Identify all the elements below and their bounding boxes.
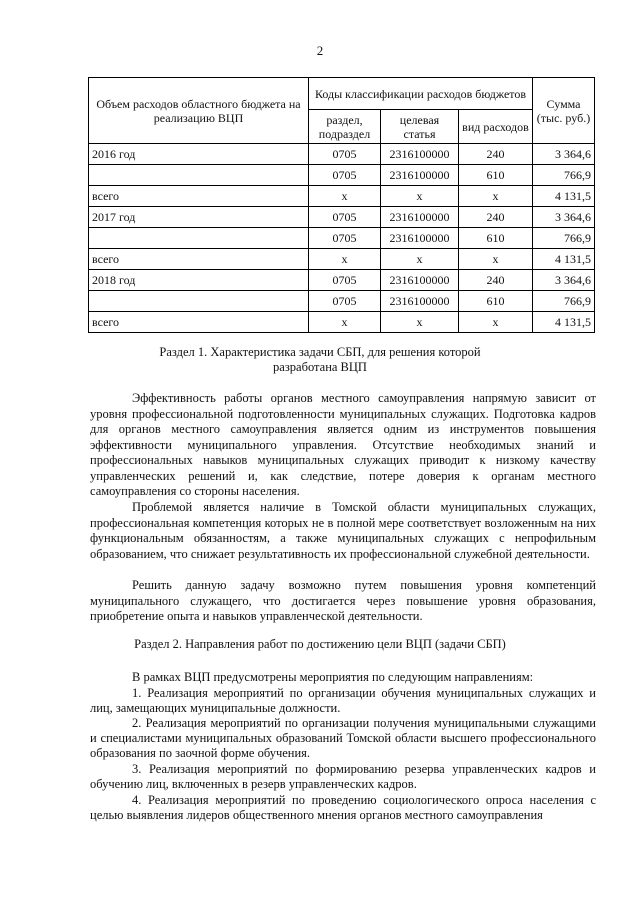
row-section: 0705 (309, 144, 381, 165)
table-row (89, 207, 595, 228)
header-sum: Сумма (тыс. руб.) (533, 78, 595, 144)
row-target: 2316100000 (381, 270, 459, 291)
table-row (89, 228, 595, 249)
row-sum: 3 364,6 (533, 144, 595, 165)
row-target: 2316100000 (381, 291, 459, 312)
row-target: х (381, 249, 459, 270)
section2-item-4: 4. Реализация мероприятий по проведению социологического опроса населения с целью выявления лидеров общественного мнения органов местного самоуправления (90, 793, 596, 822)
table-row (89, 186, 595, 207)
row-sum: 3 364,6 (533, 270, 595, 291)
row-target: х (381, 186, 459, 207)
section2-intro: В рамках ВЦП предусмотрены мероприятия по следующим направлениям: (132, 670, 534, 684)
table-row (89, 270, 595, 291)
section2-item-2: 2. Реализация мероприятий по организации получения муниципальными служащими и специалистами муниципальных образований Томской области высшего профессионального образования по заочной форме обучения. (90, 716, 596, 760)
row-sum: 766,9 (533, 165, 595, 186)
row-label: 2016 год (89, 144, 309, 165)
row-sum: 4 131,5 (533, 249, 595, 270)
table-row (89, 249, 595, 270)
row-kind: х (459, 186, 533, 207)
row-sum: 4 131,5 (533, 312, 595, 333)
row-section: х (309, 249, 381, 270)
row-kind: х (459, 249, 533, 270)
header-volume: Объем расходов областного бюджета на реализацию ВЦП (89, 78, 309, 144)
table-row (89, 291, 595, 312)
table-row (89, 165, 595, 186)
row-target: 2316100000 (381, 228, 459, 249)
row-section: х (309, 186, 381, 207)
row-kind: 240 (459, 270, 533, 291)
section1-paragraph-3: Решить данную задачу возможно путем повышения уровня компетенций муниципального служащего, что достигается через повышение уровня образования, приобретение опыта и навыков управленческой деятельности. (90, 578, 596, 623)
row-sum: 766,9 (533, 228, 595, 249)
header-codes: Коды классификации расходов бюджетов (309, 78, 533, 110)
row-label: всего (89, 249, 309, 270)
row-label: 2018 год (89, 270, 309, 291)
section2-item-3: 3. Реализация мероприятий по формированию резерва управленческих кадров и обучению лиц, включенных в резерв управленческих кадров. (90, 762, 596, 791)
row-label: всего (89, 312, 309, 333)
row-label (89, 291, 309, 312)
table-header-row (89, 78, 595, 110)
section1-title-line1: Раздел 1. Характеристика задачи СБП, для решения которой (159, 345, 481, 359)
section1-paragraph-1: Эффективность работы органов местного самоуправления напрямую зависит от уровня профессиональной подготовленности муниципальных служащих. Подготовка кадров для органов местного самоуправления является одним из инструментов повышения эффективности муниципального управления. Отсутствие необходимых знаний и профессиональных навыков муниципальных служащих приводит к низкому качеству управленческих решений и, как следствие, потере доверия к органам местного самоуправления со стороны населения. (90, 391, 596, 498)
row-kind: 240 (459, 207, 533, 228)
row-section: 0705 (309, 165, 381, 186)
row-sum: 766,9 (533, 291, 595, 312)
section2-item-1: 1. Реализация мероприятий по организации обучения муниципальных служащих и лиц, замещающих муниципальные должности. (90, 686, 596, 715)
row-label: 2017 год (89, 207, 309, 228)
row-label (89, 228, 309, 249)
row-label: всего (89, 186, 309, 207)
row-target: 2316100000 (381, 207, 459, 228)
row-target: х (381, 312, 459, 333)
row-kind: 240 (459, 144, 533, 165)
row-section: 0705 (309, 228, 381, 249)
header-kind: вид расходов (459, 110, 533, 144)
header-section: раздел, подраздел (309, 110, 381, 144)
row-kind: 610 (459, 165, 533, 186)
row-section: 0705 (309, 270, 381, 291)
row-label (89, 165, 309, 186)
row-target: 2316100000 (381, 165, 459, 186)
page-number: 2 (316, 43, 324, 58)
table-row (89, 144, 595, 165)
section1-paragraph-2: Проблемой является наличие в Томской области муниципальных служащих, профессиональная компетенция которых не в полной мере соответствует возложенным на них функциональным обязанностям, а также муниципальных служащих с непрофильным образованием, что снижает результативность их профессиональной служебной деятельности. (90, 500, 596, 561)
section2-title: Раздел 2. Направления работ по достижению цели ВЦП (задачи СБП) (134, 637, 506, 651)
row-sum: 3 364,6 (533, 207, 595, 228)
row-target: 2316100000 (381, 144, 459, 165)
row-kind: х (459, 312, 533, 333)
budget-table (88, 77, 595, 333)
row-section: 0705 (309, 291, 381, 312)
header-target: целевая статья (381, 110, 459, 144)
section1-title-line2: разработана ВЦП (273, 360, 367, 374)
row-sum: 4 131,5 (533, 186, 595, 207)
row-section: 0705 (309, 207, 381, 228)
row-kind: 610 (459, 291, 533, 312)
table-row (89, 312, 595, 333)
row-kind: 610 (459, 228, 533, 249)
row-section: х (309, 312, 381, 333)
